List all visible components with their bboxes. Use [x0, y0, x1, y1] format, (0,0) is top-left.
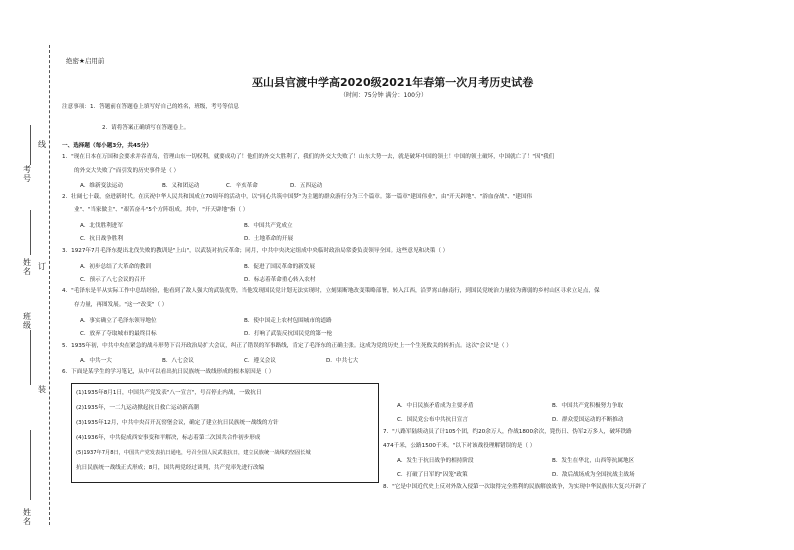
- q5-option-d: D．中共七大: [326, 358, 359, 364]
- q7-option-c: C．打破了日军的"囚笼"政策: [397, 472, 468, 478]
- q2-option-d: D．土地革命的开展: [244, 236, 294, 242]
- q6-option-b: B．中国共产党积极努力争取: [552, 403, 623, 409]
- q2-option-c: C．抗日战争胜利: [80, 236, 124, 242]
- q7-option-d: D．敌后战场成为全国抗战主战场: [552, 472, 635, 478]
- page-title: 巫山县官渡中学高2020级2021年春第一次月考历史试卷: [252, 76, 534, 89]
- q4-stem-1: 4．"毛泽东是半从实际工作中总结经验，他看到了敌人强大的武装优势，当他发现国民党计划无法实现时，立刻果断地改变策略部署，转入江西，沿罗霄山脉南行，到国民党统治力量较为薄弱的乡村山区寻求立足点，保: [62, 288, 600, 294]
- q3-option-d: D．标志着革命重心转入农村: [244, 277, 316, 283]
- q1-option-a: A．维新变法运动: [80, 183, 123, 189]
- q5-option-a: A．中共一大: [80, 358, 112, 364]
- q1-option-c: C．辛亥革命: [226, 183, 258, 189]
- side-label-xingming: 姓名: [23, 258, 31, 276]
- q1-stem-2: 的外交大失败了"而引发的历史事件是（ ）: [74, 168, 180, 174]
- q4-stem-2: 存力量，再图发展。"这一"改变"（ ）: [74, 302, 168, 308]
- q6-note-3: (3)1935年12月，中共中央召开瓦窑堡会议，确定了建立抗日民族统一战线的方针: [76, 420, 279, 426]
- q6-note-6: 抗日民族统一战线正式形成；8月，国共两党经过谈判，共产党率先进行改编: [76, 465, 265, 471]
- q4-option-a: A．事实确立了毛泽东领导地位: [80, 318, 157, 324]
- binding-dashed-line: [49, 45, 50, 525]
- q2-stem-2: 业"、"当家做主"、"艰苦奋斗"5个方阵组成。其中，"开天辟地"指（ ）: [74, 207, 249, 213]
- fill-line-banji: [30, 330, 31, 385]
- exam-subtitle: （时间：75分钟 满分：100分）: [340, 92, 427, 99]
- q6-option-a: A．中日民族矛盾成为主要矛盾: [397, 403, 474, 409]
- q6-note-1: (1)1935年8月1日，中国共产党发表"八一宣言"，号召停止内战，一致抗日: [76, 390, 262, 396]
- q6-stem: 6．下面是某学生的学习笔记，从中可以看出抗日民族统一战线形成的根本原因是（ ）: [62, 369, 275, 375]
- q4-option-c: C．放弃了夺取城市的最终目标: [80, 331, 157, 337]
- q3-option-a: A．初步总结了大革命的教训: [80, 264, 151, 270]
- q1-option-d: D．五四运动: [290, 183, 323, 189]
- side-label-xingming-bottom: 姓名: [23, 508, 31, 526]
- q6-option-c: C．国民党公布中共抗日宣言: [397, 417, 469, 423]
- q2-option-a: A．北伐胜利进军: [80, 223, 123, 229]
- q4-option-d: D．打响了武装反抗国民党的第一枪: [244, 331, 333, 337]
- q6-notes-box: [71, 383, 379, 483]
- q7-stem-2: 474千米，公路1500千米。"以下对该战役理解错误的是（ ）: [383, 443, 536, 449]
- q1-option-b: B．义和团运动: [162, 183, 200, 189]
- q3-option-c: C．预示了八七会议的召开: [80, 277, 146, 283]
- q8-stem: 8．"它是中国近代史上反对外敌入侵第一次取得完全胜利的民族解放战争，为实现中华民族伟大复兴开辟了: [383, 484, 647, 490]
- q6-option-d: D．群众爱国运动的不断推动: [552, 417, 624, 423]
- q5-stem: 5．1935年初，中共中央在紧急的战斗形势下召开政治局扩大会议，纠正了错误的军事路线，肯定了毛泽东的正确主张。这成为党的历史上一个生死攸关的转折点。这次"会议"是（ ）: [62, 343, 512, 349]
- fill-line-name: [30, 430, 31, 500]
- side-mark-zhuang: 装: [38, 385, 46, 394]
- q1-stem-1: 1．"现在日本在万国和会要求并吞青岛，管理山东一切权利，就要成功了！他们的外交大胜利了，我们的外交大失败了！山东大势一去，就是破坏中国的领土！中国的领土破坏，中国就亡了！"因"我们: [62, 154, 555, 160]
- q4-option-b: B．使中国走上农村包围城市的道路: [244, 318, 332, 324]
- q7-option-a: A．发生于抗日战争的相持阶段: [397, 458, 474, 464]
- q6-note-2: (2)1935年，一二九运动掀起抗日救亡运动新高潮: [76, 405, 199, 411]
- q2-stem-1: 2．壮阔七十载，奋进新时代。在庆祝中华人民共和国成立70周年的活动中，以"同心共筑中国梦"为主题的群众游行分为三个篇章。第一篇章"建国伟业"，由"开天辟地"、"浴血奋战"、"建国伟: [62, 194, 533, 200]
- notes-line-2: 2．请将答案正确填写在答题卷上。: [102, 125, 190, 131]
- side-label-banji: 班级: [23, 312, 31, 330]
- q3-option-b: B．促进了国民革命的新发展: [244, 264, 315, 270]
- section-heading: 一、选择题（每小题3分，共45分）: [62, 143, 152, 149]
- q7-stem-1: 7．"八路军陆续动员了计105个团，约20余万人，作战1800余次，毙伤日、伪军2万多人，破坏铁路: [383, 429, 632, 435]
- side-mark-xian: 线: [38, 140, 46, 149]
- q5-option-c: C．遵义会议: [244, 358, 276, 364]
- q7-option-b: B．发生在华北，山西等抗属地区: [552, 458, 635, 464]
- q5-option-b: B．八七会议: [162, 358, 194, 364]
- secret-label: 绝密★启用前: [66, 57, 105, 65]
- q2-option-b: B．中国共产党成立: [244, 223, 293, 229]
- q3-stem: 3．1927年7月毛泽东提出北伐失败的教训是"上山"，以武装对抗反革命；同月，中共中央决定组成中央临时政治局常委负责领导全国。这些意见和决策（ ）: [62, 248, 449, 254]
- side-label-kaohao: 考号: [23, 165, 31, 183]
- q6-note-4: (4)1936年，中共促成西安事变和平解决，标志着第二次国共合作初步形成: [76, 435, 261, 441]
- fill-line-kaohao: [30, 125, 31, 165]
- notes-line-1: 注意事项：1．答题前在答题卷上填写好自己的姓名，班级，考号等信息: [62, 104, 239, 110]
- fill-line-xingming: [30, 210, 31, 255]
- q6-note-5: (5)1937年7月8日，中国共产党发表抗日通电，号召全国人民武装抗日，建立民族统一战线的坚固长城: [76, 450, 311, 456]
- side-mark-ding: 订: [38, 262, 46, 271]
